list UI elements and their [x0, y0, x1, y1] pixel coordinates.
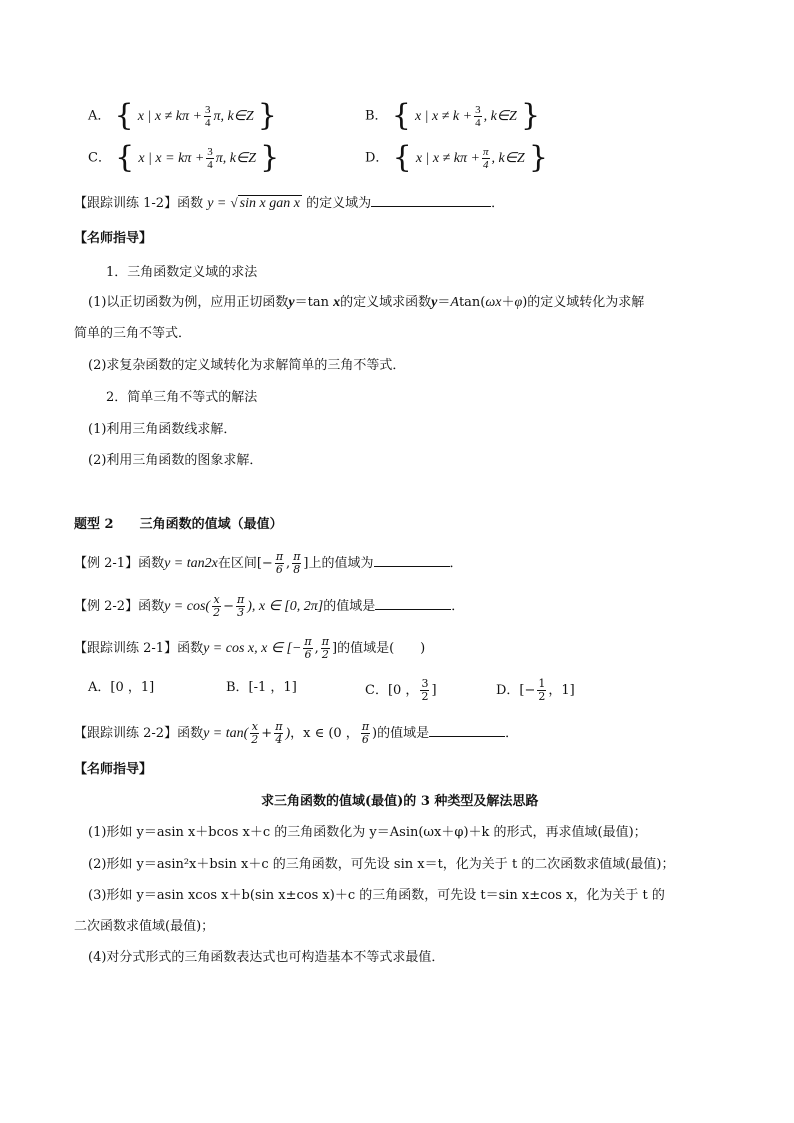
follow-up-2-2: 【跟踪训练 2-2】函数y = tan( $\frac{x}{2}$ + $\frac{\pi}{4}$ )，x ∈ (0 ， $\frac{\pi}{6}$ )的值域是 ．: [74, 720, 519, 746]
guide-paragraph-4: (2)利用三角函数的图象求解．: [88, 453, 263, 468]
close-brace: }: [528, 140, 548, 176]
example-2-1: 【例 2-1】函数y = tan2x在区间[− $\frac{\pi}{6}$ , $\frac{\pi}{8}$ ]上的值域为 ．: [74, 550, 463, 576]
follow-up-2-1-option-b: B．[-1 ，1]: [226, 680, 297, 695]
follow-up-2-1: 【跟踪训练 2-1】函数y = cos x, x ∈ [− $\frac{\pi}{6}$ , $\frac{\pi}{2}$ ]的值域是( ): [74, 635, 426, 661]
answer-blank: [429, 722, 505, 737]
option-b: [365, 98, 541, 134]
option-d-label: D．: [365, 150, 389, 166]
guide-method-2: (2)形如 y＝asin²x＋bsin x＋c 的三角函数，可先设 sin x＝t，化为关于 t 的二次函数求值域(最值)；: [88, 857, 675, 872]
follow-up-2-1-option-a: A．[0 ，1]: [88, 680, 155, 695]
sqrt-expression: sin x gan x: [239, 196, 300, 211]
open-brace: {: [115, 140, 135, 176]
answer-blank: [374, 552, 450, 567]
answer-blank: [371, 192, 491, 207]
guide-method-3-cont: 二次函数求值域(最值)；: [74, 919, 215, 934]
guide-method-1: (1)形如 y＝asin x＋bcos x＋c 的三角函数化为 y＝Asin(ωx＋φ)＋k 的形式，再求值域(最值)；: [88, 825, 647, 840]
open-brace: {: [392, 140, 412, 176]
guide-title-1: 【名师指导】: [74, 231, 153, 246]
example-2-2: 【例 2-2】函数y = cos( $\frac{x}{2}$ − $\frac{\pi}{3}$ ), x ∈ [0, 2π]的值域是 ．: [74, 593, 465, 619]
answer-blank: [375, 595, 451, 610]
guide-subtitle: 求三角函数的值域(最值)的 3 种类型及解法思路: [261, 794, 539, 809]
follow-up-2-1-option-c: C．[0 ， $\frac{3}{2}$ ]: [365, 677, 437, 703]
guide-item-1: 1．三角函数定义域的求法: [106, 265, 258, 280]
guide-paragraph-2: (2)求复杂函数的定义域转化为求解简单的三角不等式．: [88, 358, 406, 373]
guide-method-3: (3)形如 y＝asin xcos x＋b(sin x±cos x)＋c 的三角函数，可先设 t＝sin x±cos x，化为关于 t 的: [88, 888, 665, 903]
close-brace: }: [260, 140, 280, 176]
guide-paragraph-1: (1)以正切函数为例，应用正切函数y＝tan x的定义域求函数y＝Atan(ωx＋φ)的定义域转化为求解: [88, 295, 645, 310]
option-c-expr: x | x = kπ + $\frac{3}{4}$ π, k∈Z: [138, 146, 256, 171]
open-brace: {: [114, 98, 134, 134]
section-title-type-2: 题型 2 三角函数的值域（最值）: [74, 517, 283, 532]
guide-paragraph-1-cont: 简单的三角不等式．: [74, 326, 192, 341]
guide-item-2: 2．简单三角不等式的解法: [106, 390, 258, 405]
close-brace: }: [520, 98, 541, 134]
close-brace: }: [257, 98, 277, 134]
guide-title-2: 【名师指导】: [74, 762, 153, 777]
option-a-expr: x | x ≠ kπ + $\frac{3}{4}$ π, k∈Z: [137, 104, 254, 129]
option-d: [365, 140, 548, 176]
option-b-expr: x | x ≠ k + $\frac{3}{4}$ , k∈Z: [414, 104, 517, 129]
option-c-label: C．: [88, 150, 111, 166]
option-a: [88, 98, 277, 134]
guide-method-4: (4)对分式形式的三角函数表达式也可构造基本不等式求最值．: [88, 950, 445, 965]
option-d-expr: x | x ≠ kπ + $\frac{\pi}{4}$ , k∈Z: [415, 146, 525, 171]
option-b-label: B．: [365, 108, 388, 124]
guide-paragraph-3: (1)利用三角函数线求解．: [88, 422, 237, 437]
open-brace: {: [391, 98, 411, 134]
follow-up-2-1-option-d: D．[− $\frac{1}{2}$ ，1]: [496, 677, 575, 703]
follow-up-1-2: 【跟踪训练 1-2】函数 y = √ sin x gan x 的定义域为 ．: [74, 192, 504, 214]
option-c: [88, 140, 280, 176]
option-a-label: A．: [88, 108, 111, 124]
